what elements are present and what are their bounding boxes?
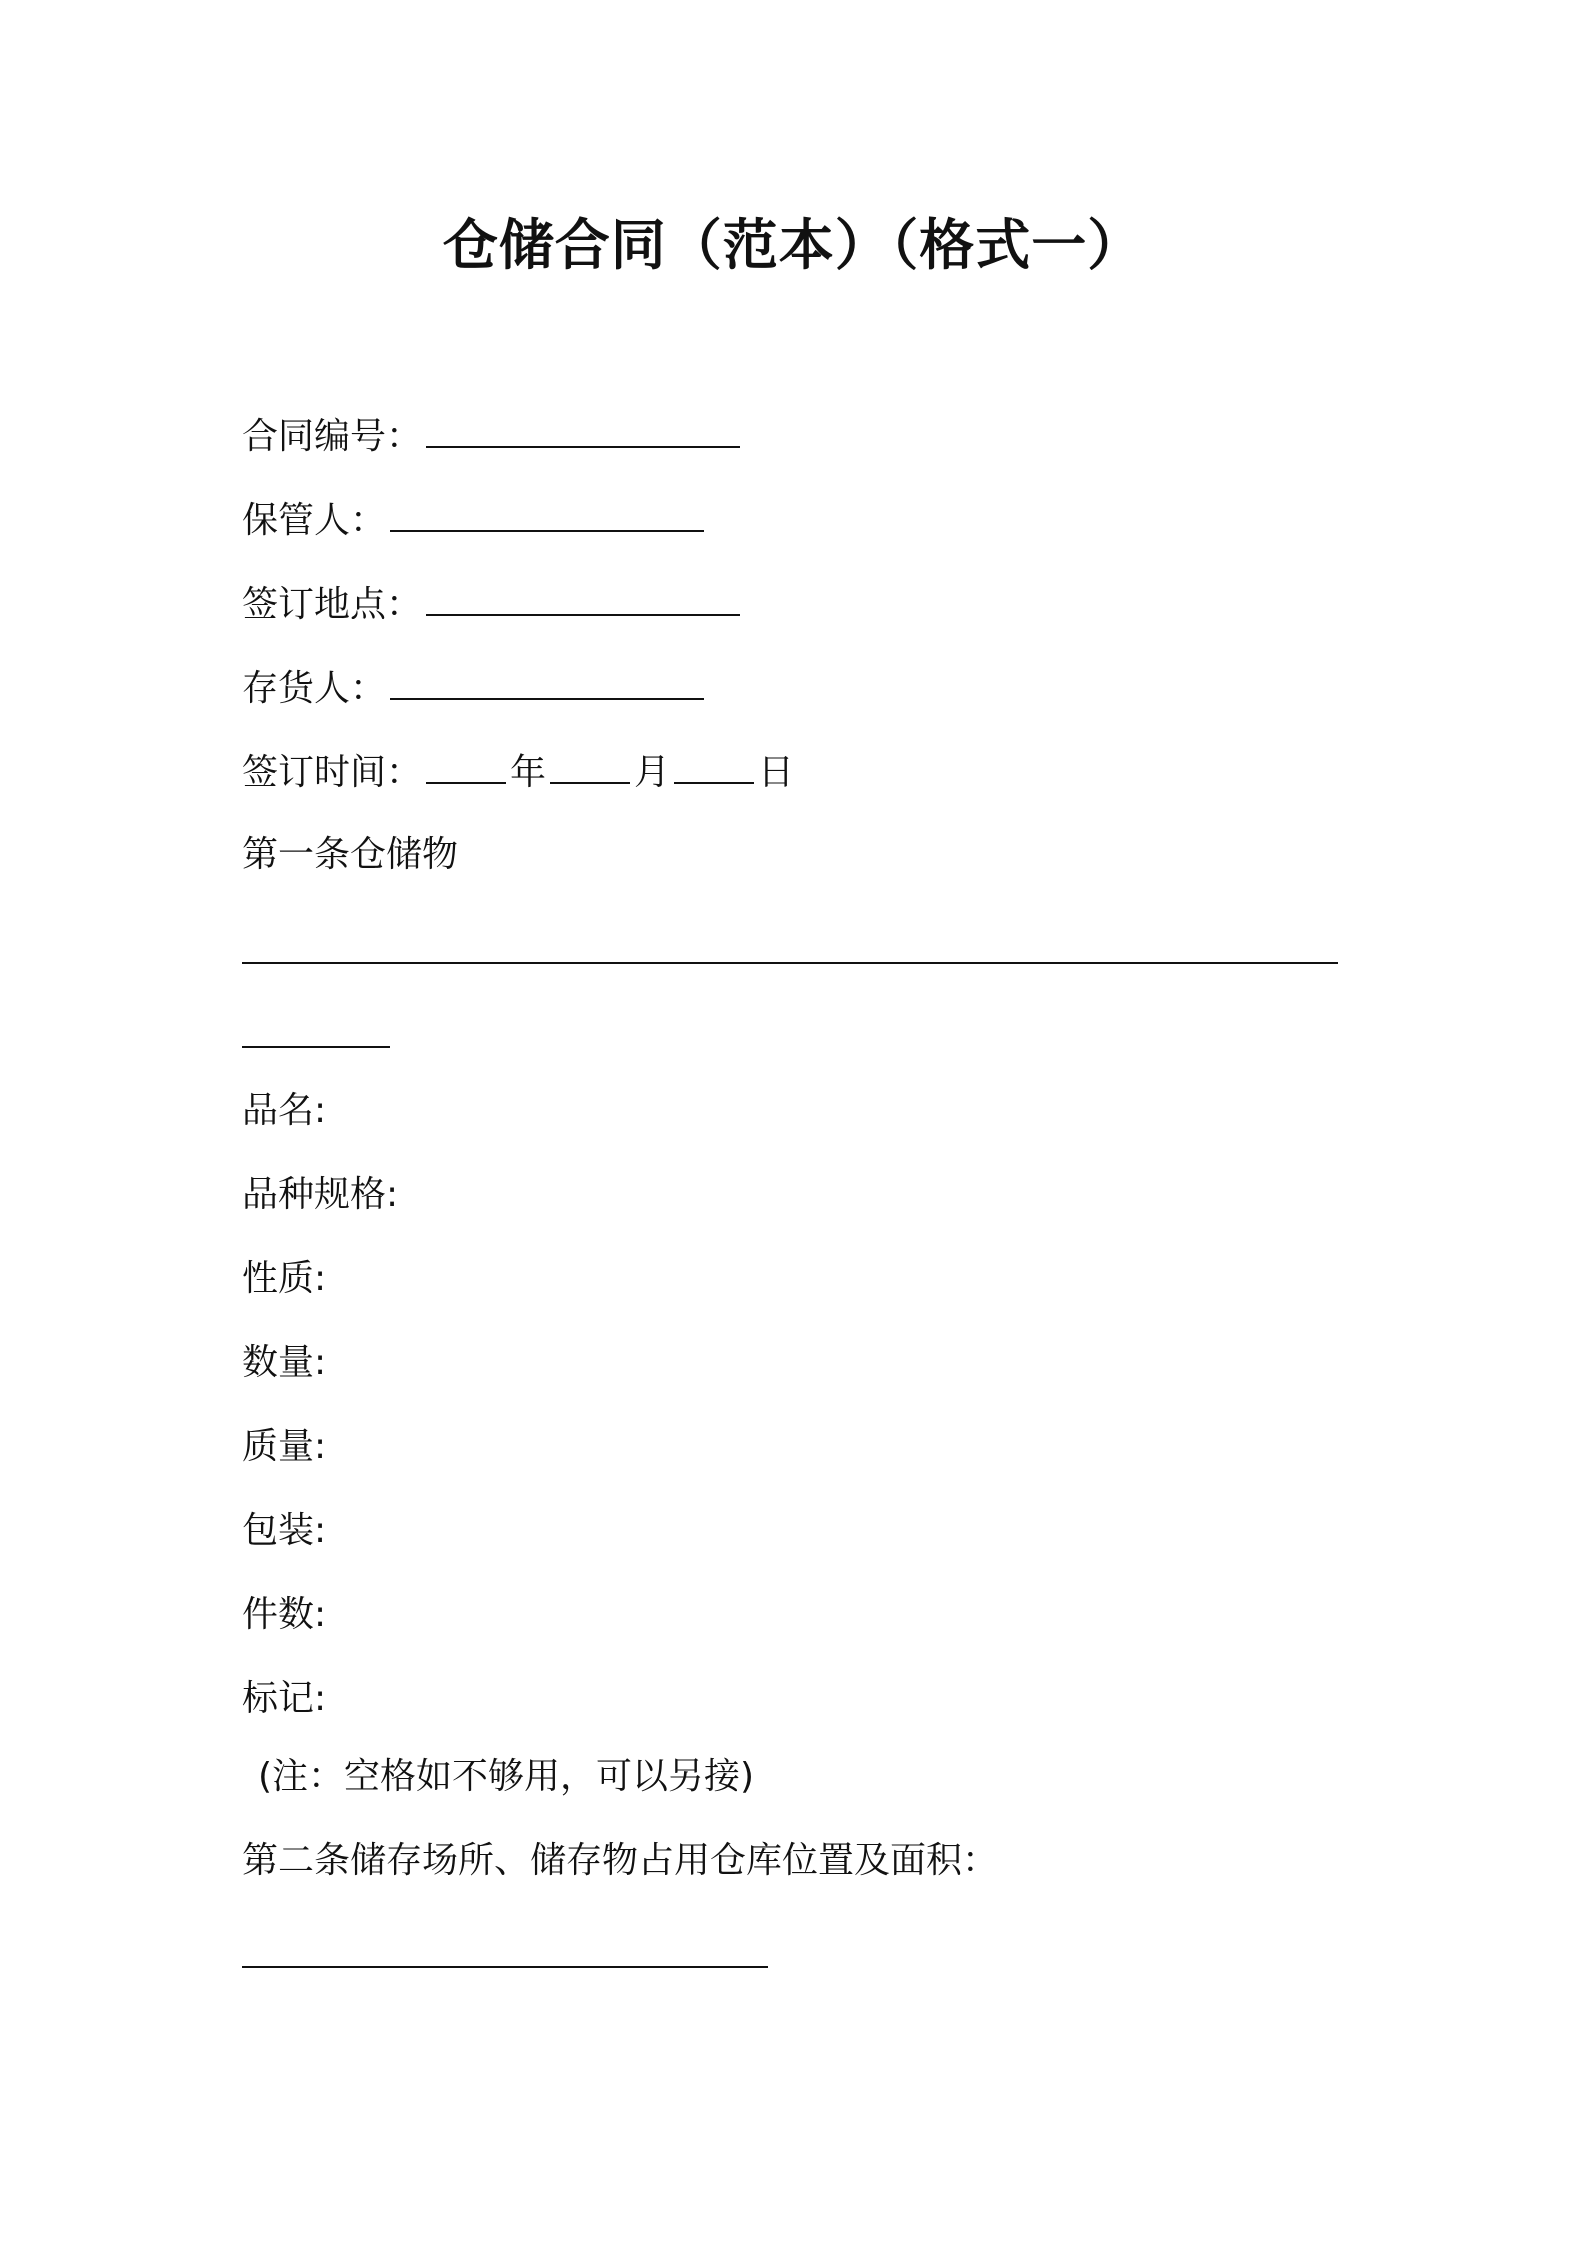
depositor-line — [242, 662, 708, 714]
field-marks: 标记: — [242, 1678, 327, 1719]
field-quality: 质量: — [242, 1426, 327, 1467]
sign-time-label: 签订时间： — [242, 752, 423, 793]
month-label: 月 — [634, 752, 671, 793]
article2-blank-line[interactable] — [242, 1966, 768, 1968]
sign-place-blank[interactable] — [426, 578, 740, 616]
document-title: 仓储合同（范本）（格式一） — [442, 213, 1144, 277]
field-quantity: 数量: — [242, 1342, 327, 1383]
sign-time-line — [242, 746, 794, 798]
article1-blank-line-1[interactable] — [242, 962, 1338, 964]
depositor-blank[interactable] — [390, 662, 704, 700]
year-label: 年 — [510, 752, 547, 793]
field-pieces: 件数: — [242, 1594, 327, 1635]
sign-year-blank[interactable] — [426, 746, 506, 784]
field-name: 品名: — [242, 1090, 327, 1131]
day-label: 日 — [758, 752, 795, 793]
contract-number-line — [242, 410, 744, 462]
sign-place-line — [242, 578, 744, 630]
custodian-line — [242, 494, 708, 546]
article1-blank-line-2[interactable] — [242, 1046, 390, 1048]
sign-month-blank[interactable] — [550, 746, 630, 784]
sign-place-label: 签订地点： — [242, 584, 423, 625]
field-nature: 性质: — [242, 1258, 327, 1299]
depositor-label: 存货人： — [242, 668, 387, 709]
custodian-blank[interactable] — [390, 494, 704, 532]
article2-heading: 第二条储存场所、储存物占用仓库位置及面积： — [242, 1840, 999, 1881]
contract-number-blank[interactable] — [426, 410, 740, 448]
article1-note: (注：空格如不够用，可以另接) — [258, 1756, 755, 1797]
contract-number-label: 合同编号： — [242, 416, 423, 457]
sign-day-blank[interactable] — [674, 746, 754, 784]
field-spec: 品种规格: — [242, 1174, 399, 1215]
custodian-label: 保管人： — [242, 500, 387, 541]
article1-heading: 第一条仓储物 — [242, 834, 459, 875]
field-packaging: 包装: — [242, 1510, 327, 1551]
